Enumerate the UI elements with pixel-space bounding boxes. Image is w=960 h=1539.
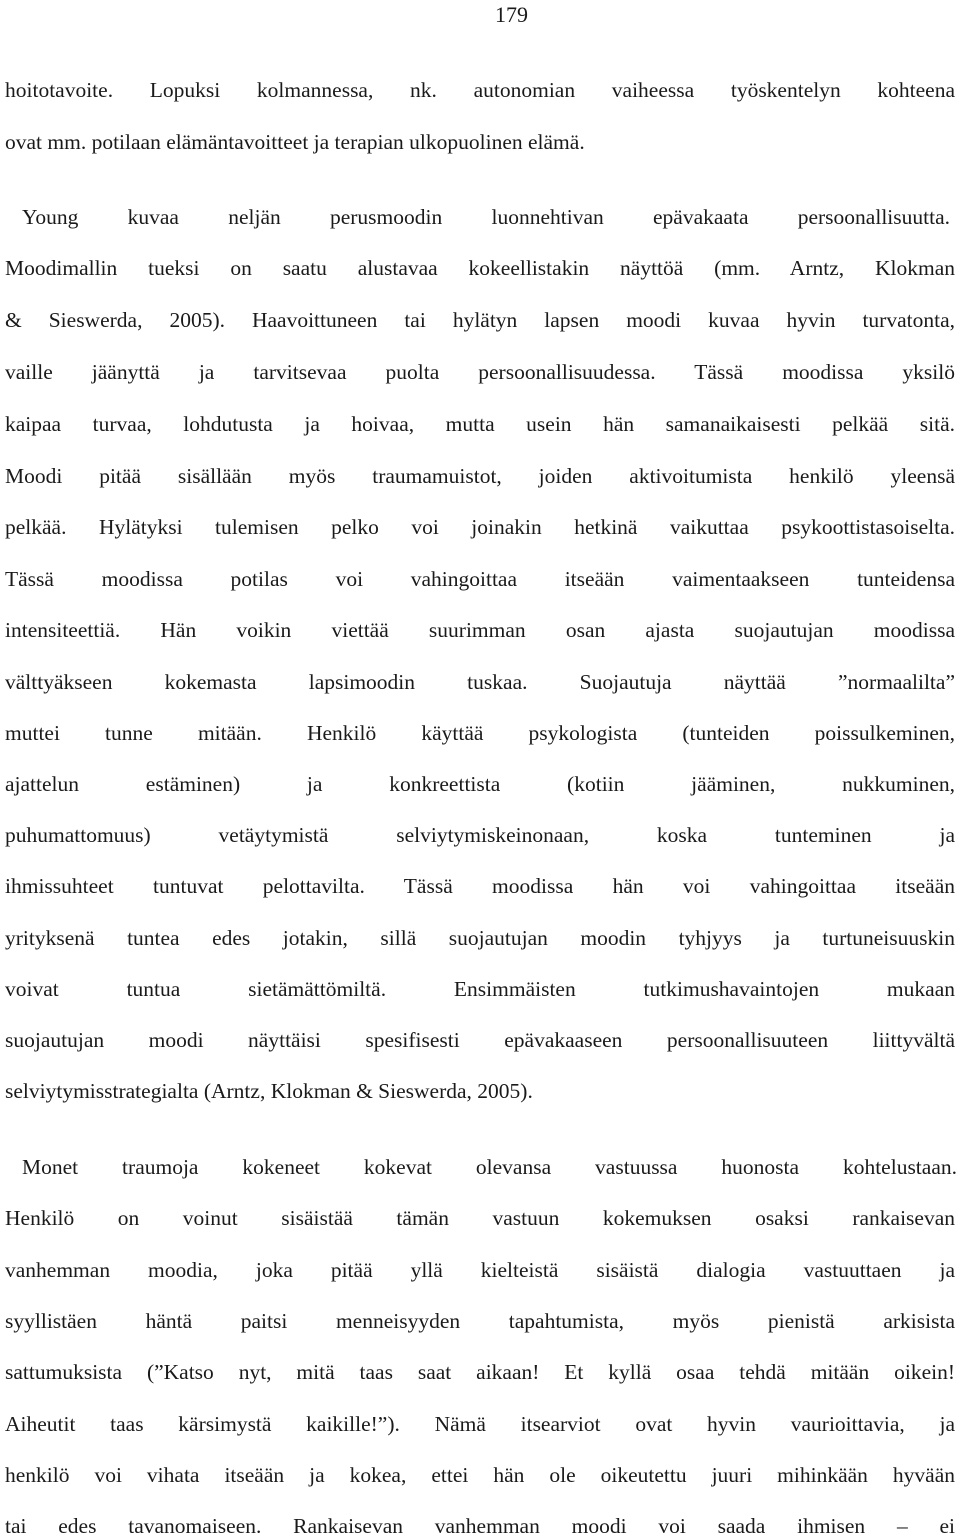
text-line: välttyäkseen kokemasta lapsimoodin tuskaa. Suojautuja näyttää ”normaalilta” — [5, 670, 955, 694]
text-line: kaipaa turvaa, lohdutusta ja hoivaa, mutta usein hän samanaikaisesti pelkää sitä. — [5, 412, 955, 436]
text-line: yrityksenä tuntea edes jotakin, sillä suojautujan moodin tyhjyys ja turtuneisuuskin — [5, 926, 955, 950]
text-line: vaille jäänyttä ja tarvitsevaa puolta persoonallisuudessa. Tässä moodissa yksilö — [5, 360, 955, 384]
text-line: syyllistäen häntä paitsi menneisyyden tapahtumista, myös pienistä arkisista — [5, 1309, 955, 1333]
text-line: voivat tuntua sietämättömiltä. Ensimmäisten tutkimushavaintojen mukaan — [5, 977, 955, 1001]
text-line: Aiheutit taas kärsimystä kaikille!”). Nämä itsearviot ovat hyvin vaurioittavia, ja — [5, 1412, 955, 1436]
text-line: ajattelun estäminen) ja konkreettista (kotiin jääminen, nukkuminen, — [5, 772, 955, 796]
text-line: suojautujan moodi näyttäisi spesifisesti epävakaaseen persoonallisuuteen liittyvältä — [5, 1028, 955, 1052]
text-line: selviytymisstrategialta (Arntz, Klokman & Sieswerda, 2005). — [5, 1079, 533, 1103]
text-line: vanhemman moodia, joka pitää yllä kielteistä sisäistä dialogia vastuuttaen ja — [5, 1258, 955, 1282]
text-line: ovat mm. potilaan elämäntavoitteet ja terapian ulkopuolinen elämä. — [5, 130, 585, 154]
text-line: pelkää. Hylätyksi tulemisen pelko voi joinakin hetkinä vaikuttaa psykoottistasoiselta. — [5, 515, 955, 539]
page-number: 179 — [495, 2, 528, 27]
text-line: puhumattomuus) vetäytymistä selviytymiskeinonaan, koska tunteminen ja — [5, 823, 955, 847]
text-line: henkilö voi vihata itseään ja kokea, ettei hän ole oikeutettu juuri mihinkään hyvään — [5, 1463, 955, 1487]
text-line: Young kuvaa neljän perusmoodin luonnehtivan epävakaata persoonallisuutta. — [22, 205, 950, 229]
text-line: Moodi pitää sisällään myös traumamuistot, joiden aktivoitumista henkilö yleensä — [5, 464, 955, 488]
text-line: & Sieswerda, 2005). Haavoittuneen tai hylätyn lapsen moodi kuvaa hyvin turvatonta, — [5, 308, 955, 332]
text-line: Moodimallin tueksi on saatu alustavaa kokeellistakin näyttöä (mm. Arntz, Klokman — [5, 256, 955, 280]
text-line: muttei tunne mitään. Henkilö käyttää psykologista (tunteiden poissulkeminen, — [5, 721, 955, 745]
text-line: Tässä moodissa potilas voi vahingoittaa itseään vaimentaakseen tunteidensa — [5, 567, 955, 591]
text-line: sattumuksista (”Katso nyt, mitä taas saat aikaan! Et kyllä osaa tehdä mitään oikein! — [5, 1360, 955, 1384]
text-line: tai edes tavanomaiseen. Rankaisevan vanhemman moodi voi saada ihmisen – ei — [5, 1514, 955, 1538]
text-line: ihmissuhteet tuntuvat pelottavilta. Tässä moodissa hän voi vahingoittaa itseään — [5, 874, 955, 898]
text-line: intensiteettiä. Hän voikin viettää suurimman osan ajasta suojautujan moodissa — [5, 618, 955, 642]
text-line: hoitotavoite. Lopuksi kolmannessa, nk. autonomian vaiheessa työskentelyn kohteena — [5, 78, 955, 102]
text-line: Monet traumoja kokeneet kokevat olevansa vastuussa huonosta kohtelustaan. — [22, 1155, 957, 1179]
text-line: Henkilö on voinut sisäistää tämän vastuun kokemuksen osaksi rankaisevan — [5, 1206, 955, 1230]
